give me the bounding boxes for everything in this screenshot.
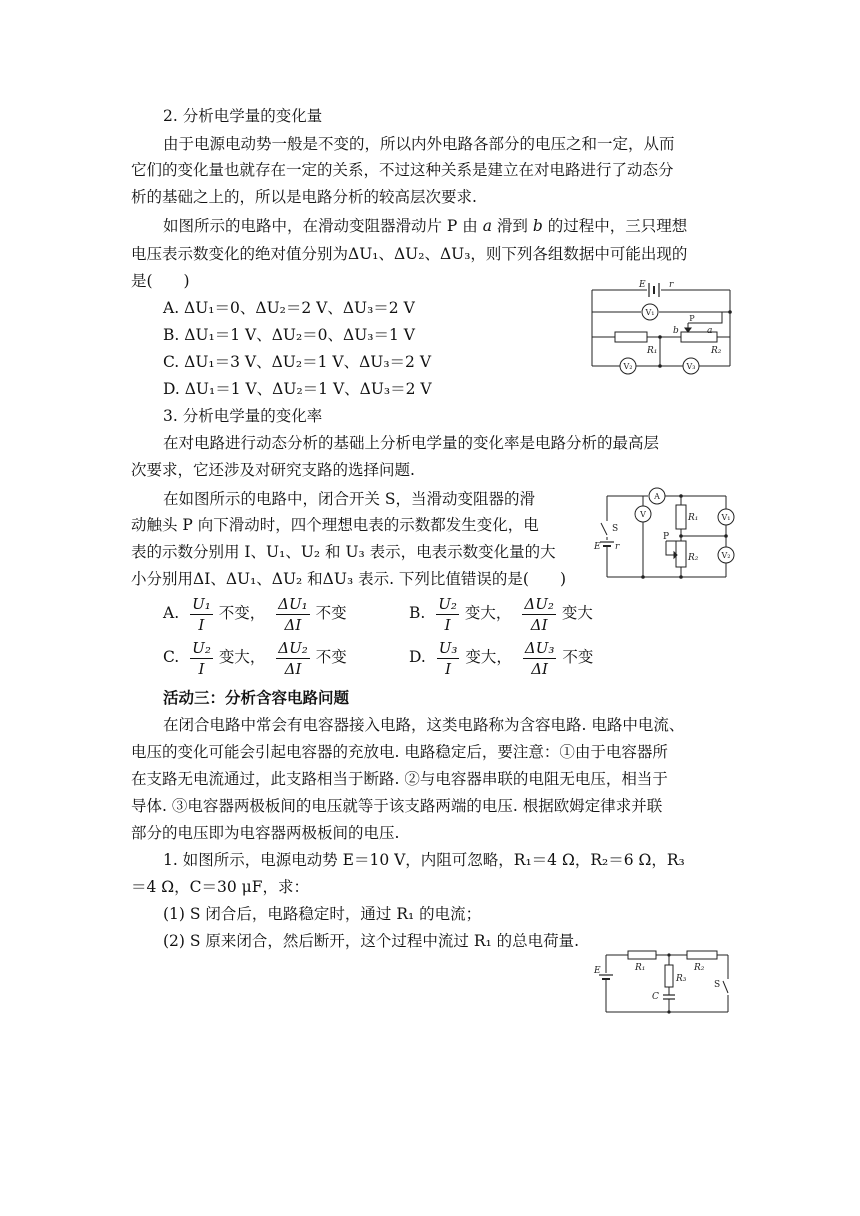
section3-para-line1: 在对电路进行动态分析的基础上分析电学量的变化率是电路分析的最高层	[163, 434, 660, 452]
circuit1-label-p: P	[689, 314, 695, 323]
circuit1-label-r1: R₁	[647, 346, 658, 356]
activity3-para-line1: 在闭合电路中常会有电容器接入电路，这类电路称为含容电路. 电路中电流、	[163, 716, 685, 734]
circuit2-label-r1: R₁	[688, 513, 699, 523]
problem1-line1: 1. 如图所示，电源电动势 E＝10 V，内阻可忽略，R₁＝4 Ω，R₂＝6 Ω，R₃	[163, 851, 685, 869]
ratio-option-d: D. $\frac{\text{U₃}}{I}$ 变大， $\frac{\text{ΔU₃}}{\Delta I}$ 不变	[409, 638, 594, 678]
section3-q-line2: 动触头 P 向下滑动时，四个理想电表的示数都发生变化，电	[131, 516, 539, 534]
circuit2-label-r: r	[615, 542, 620, 552]
circuit3-label-r1: R₁	[635, 963, 646, 973]
activity3-para-line3: 在支路无电流通过，此支路相当于断路. ②与电容器串联的电阻无电压，相当于	[131, 770, 668, 788]
section2-para-line3: 析的基础之上的，所以是电路分析的较高层次要求.	[131, 188, 477, 206]
voltmeter-v2-c2: V₂	[721, 551, 731, 560]
problem1-line2: ＝4 Ω，C＝30 μF，求：	[131, 878, 309, 896]
option-c: C. ΔU₁＝3 V、ΔU₂＝1 V、ΔU₃＝2 V	[163, 353, 432, 371]
circuit1-label-r2: R₂	[711, 346, 722, 356]
ammeter-a: A	[654, 492, 660, 501]
circuit3-label-r3: R₃	[676, 974, 687, 984]
question-line1: 如图所示的电路中，在滑动变阻器滑动片 P 由 a 滑到 b 的过程中，三只理想	[163, 217, 688, 235]
circuit3-label-r2: R₂	[694, 963, 705, 973]
section2-para-line2: 它们的变化量也就存在一定的关系，不过这种关系是建立在对电路进行了动态分	[131, 161, 674, 179]
circuit3-label-s: S	[714, 980, 721, 990]
ratio-option-c: C. $\frac{\text{U₂}}{I}$ 变大， $\frac{\text{ΔU₂}}{\Delta I}$ 不变	[163, 638, 347, 678]
circuit3-label-c: C	[652, 992, 659, 1002]
section2-para-line1: 由于电源电动势一般是不变的，所以内外电路各部分的电压之和一定，从而	[163, 135, 675, 153]
option-b: B. ΔU₁＝1 V、ΔU₂＝0、ΔU₃＝1 V	[163, 326, 415, 344]
voltmeter-v3: V₃	[686, 362, 696, 371]
section3-para-line2: 次要求，它还涉及对研究支路的选择问题.	[131, 461, 415, 479]
circuit2-label-r2: R₂	[688, 553, 699, 563]
section3-q-line4: 小分别用ΔI、ΔU₁、ΔU₂ 和ΔU₃ 表示. 下列比值错误的是( )	[131, 570, 567, 588]
circuit1-label-e: E	[639, 280, 646, 290]
circuit2-label-e: E	[594, 542, 601, 552]
voltmeter-v: V	[640, 510, 646, 519]
circuit1-label-r: r	[669, 280, 674, 290]
activity3-para-line2: 电压的变化可能会引起电容器的充放电. 电路稳定后，要注意：①由于电容器所	[131, 743, 668, 761]
activity3-heading: 活动三：分析含容电路问题	[163, 688, 350, 707]
voltmeter-v1-c2: V₁	[721, 513, 731, 522]
ratio-option-b: B. $\frac{\text{U₂}}{I}$ 变大， $\frac{\text{ΔU₂}}{\Delta I}$ 变大	[409, 594, 593, 634]
circuit2-label-s: S	[612, 524, 619, 534]
circuit2-label-p: P	[663, 532, 670, 542]
activity3-para-line4: 导体. ③电容器两极板间的电压就等于该支路两端的电压. 根据欧姆定律求并联	[131, 797, 663, 815]
circuit-diagram-3	[590, 947, 738, 1017]
section2-heading: 2. 分析电学量的变化量	[163, 107, 323, 125]
option-d: D. ΔU₁＝1 V、ΔU₂＝1 V、ΔU₃＝2 V	[163, 380, 432, 398]
circuit-diagram-1	[585, 278, 735, 376]
voltmeter-v1: V₁	[645, 308, 655, 317]
circuit1-label-a: a	[707, 326, 713, 336]
problem1-part2: (2) S 原来闭合，然后断开，这个过程中流过 R₁ 的总电荷量.	[163, 932, 580, 950]
circuit1-label-b: b	[673, 326, 679, 336]
circuit3-label-e: E	[594, 966, 601, 976]
voltmeter-v2: V₂	[623, 362, 633, 371]
activity3-para-line5: 部分的电压即为电容器两极板间的电压.	[131, 824, 400, 842]
section3-heading: 3. 分析电学量的变化率	[163, 407, 323, 425]
circuit-diagram-2	[590, 483, 740, 583]
section3-q-line3: 表的示数分别用 I、U₁、U₂ 和 U₃ 表示，电表示数变化量的大	[131, 543, 556, 561]
section3-q-line1: 在如图所示的电路中，闭合开关 S，当滑动变阻器的滑	[163, 490, 536, 508]
question-line2: 电压表示数变化的绝对值分别为ΔU₁、ΔU₂、ΔU₃，则下列各组数据中可能出现的	[131, 245, 688, 263]
ratio-option-a: A. $\frac{\text{U₁}}{I}$ 不变， $\frac{\text{ΔU₁}}{\Delta I}$ 不变	[163, 594, 347, 634]
problem1-part1: (1) S 闭合后，电路稳定时，通过 R₁ 的电流；	[163, 905, 482, 923]
option-a: A. ΔU₁＝0、ΔU₂＝2 V、ΔU₃＝2 V	[163, 299, 415, 317]
question-line3: 是( )	[131, 272, 190, 290]
